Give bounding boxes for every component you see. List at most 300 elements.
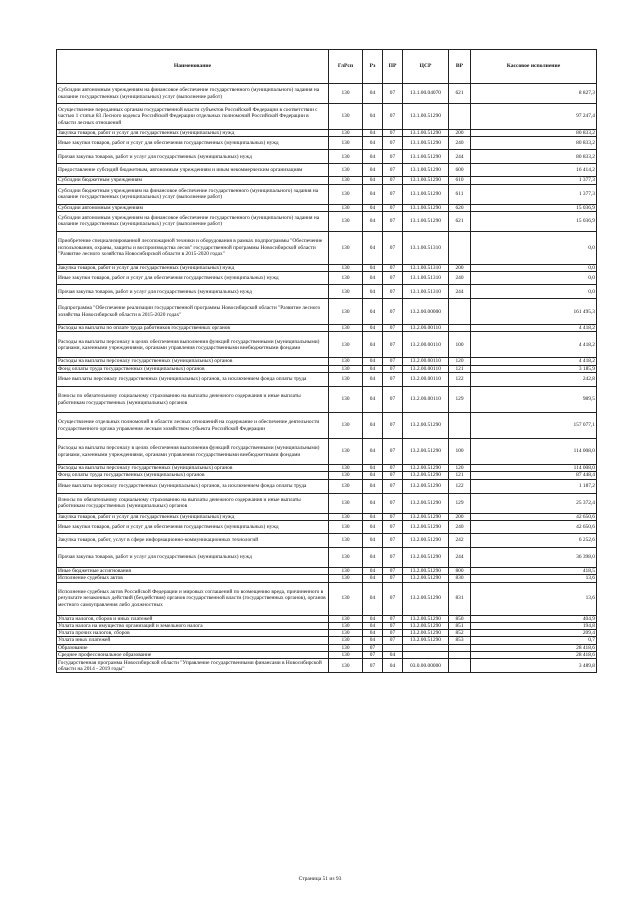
cell-vr: 621 — [449, 84, 471, 104]
cell-grs: 130 — [329, 358, 363, 365]
cell-amount: 418,5 — [471, 567, 597, 574]
cell-name: Уплата налогов, сборов и иных платежей — [57, 615, 329, 622]
cell-rz: 04 — [363, 493, 383, 513]
cell-pr: 07 — [383, 150, 403, 164]
cell-amount: 1 377,3 — [471, 184, 597, 204]
table-row — [57, 373, 597, 387]
document-page — [56, 49, 596, 673]
cell-amount: 989,5 — [471, 387, 597, 413]
cell-rz: 04 — [363, 439, 383, 465]
cell-name: Закупка товаров, работ и услуг для государственных (муниципальных) нужд — [57, 264, 329, 271]
cell-amount: 161 495,3 — [471, 299, 597, 325]
cell-name: Уплата прочих налогов, сборов — [57, 630, 329, 637]
cell-amount: 157 077,1 — [471, 413, 597, 439]
cell-grs: 130 — [329, 373, 363, 387]
cell-csr: 13.2.00.51290 — [403, 472, 449, 479]
cell-grs: 130 — [329, 479, 363, 493]
cell-rz: 04 — [363, 84, 383, 104]
cell-grs: 130 — [329, 472, 363, 479]
cell-rz: 04 — [363, 137, 383, 150]
cell-amount: 80 833,2 — [471, 130, 597, 137]
cell-rz: 04 — [363, 513, 383, 520]
cell-vr: 120 — [449, 358, 471, 365]
cell-name: Исполнение судебных актов Российской Федерации и мировых соглашений по возмещению вреда, причиненного в результате незаконных действий (бездействия) органов государственной власти (государственных органов), органов местного самоуправления либо должностных — [57, 582, 329, 615]
cell-grs: 130 — [329, 184, 363, 204]
table-row — [57, 325, 597, 332]
cell-vr: 240 — [449, 520, 471, 533]
cell-csr: 13.2.00.51290 — [403, 493, 449, 513]
cell-csr: 13.1.00.04070 — [403, 84, 449, 104]
cell-name: Фонд оплаты труда государственных (муниципальных) органов — [57, 365, 329, 372]
cell-grs: 130 — [329, 204, 363, 211]
header-pr: ПР — [383, 50, 403, 84]
cell-rz: 04 — [363, 533, 383, 547]
cell-pr: 07 — [383, 130, 403, 137]
cell-pr: 07 — [383, 231, 403, 264]
cell-amount: 97 247,4 — [471, 104, 597, 130]
header-rz: Рз — [363, 50, 383, 84]
budget-execution-table — [56, 49, 597, 673]
cell-rz: 04 — [363, 211, 383, 231]
cell-amount: 0,0 — [471, 264, 597, 271]
cell-pr: 07 — [383, 520, 403, 533]
cell-name: Образование — [57, 644, 329, 651]
cell-amount: 42 650,6 — [471, 520, 597, 533]
cell-pr: 07 — [383, 465, 403, 472]
cell-amount: 1 377,3 — [471, 177, 597, 184]
cell-amount: 114 008,0 — [471, 465, 597, 472]
table-row — [57, 622, 597, 629]
cell-rz: 04 — [363, 365, 383, 372]
table-row — [57, 264, 597, 271]
cell-csr: 13.1.00.51290 — [403, 177, 449, 184]
cell-csr: 13.1.00.51290 — [403, 164, 449, 177]
cell-rz: 07 — [363, 644, 383, 651]
cell-vr: 600 — [449, 164, 471, 177]
table-row — [57, 567, 597, 574]
header-name: Наименование — [57, 50, 329, 84]
cell-csr: 13.2.00.51290 — [403, 413, 449, 439]
cell-name: Иные закупки товаров, работ и услуг для обеспечения государственных (муниципальных) нужд — [57, 520, 329, 533]
cell-rz: 04 — [363, 272, 383, 285]
cell-amount: 4 418,2 — [471, 332, 597, 358]
cell-rz: 04 — [363, 472, 383, 479]
table-row — [57, 493, 597, 513]
cell-rz: 04 — [363, 387, 383, 413]
cell-csr: 13.2.00.51290 — [403, 630, 449, 637]
cell-rz: 04 — [363, 299, 383, 325]
cell-vr: 200 — [449, 264, 471, 271]
cell-amount: 114 008,0 — [471, 439, 597, 465]
cell-name: Прочая закупка товаров, работ и услуг для государственных (муниципальных) нужд — [57, 547, 329, 567]
cell-name: Подпрограмма "Обеспечение реализации государственной программы Новосибирской области "Развитие лесного хозяйства Новосибирской области в 2015-2020 годах" — [57, 299, 329, 325]
cell-name: Иные закупки товаров, работ и услуг для обеспечения государственных (муниципальных) нужд — [57, 272, 329, 285]
cell-vr — [449, 413, 471, 439]
cell-name: Фонд оплаты труда государственных (муниципальных) органов — [57, 472, 329, 479]
cell-amount: 4 418,2 — [471, 325, 597, 332]
table-row — [57, 644, 597, 651]
cell-csr: 13.2.00.51290 — [403, 533, 449, 547]
cell-pr: 07 — [383, 264, 403, 271]
table-row — [57, 615, 597, 622]
cell-vr — [449, 299, 471, 325]
cell-pr: 07 — [383, 547, 403, 567]
cell-csr: 13.1.00.51310 — [403, 272, 449, 285]
cell-csr: 13.2.00.00110 — [403, 387, 449, 413]
cell-name: Приобретение специализированной лесопожарной техники и оборудования в рамках подпрограммы "Обеспечение использования, охраны, защиты и воспроизводства лесов" государственной программы Новосибирской области "Развитие лесного хозяйства Новосибирской области в 2015-2020 годах" — [57, 231, 329, 264]
cell-grs: 130 — [329, 325, 363, 332]
cell-pr: 07 — [383, 637, 403, 644]
cell-csr: 13.2.00.51290 — [403, 637, 449, 644]
cell-vr: 200 — [449, 513, 471, 520]
cell-rz: 04 — [363, 264, 383, 271]
cell-name: Расходы на выплаты персоналу в целях обеспечения выполнения функций государственными (муниципальными) органами, казенными учреждениями, органами управления государственными внебюджетными фондами — [57, 332, 329, 358]
cell-rz: 04 — [363, 615, 383, 622]
cell-rz: 07 — [363, 659, 383, 673]
cell-grs: 130 — [329, 637, 363, 644]
cell-csr: 13.2.00.51290 — [403, 622, 449, 629]
table-row — [57, 439, 597, 465]
cell-vr — [449, 652, 471, 659]
cell-pr: 07 — [383, 137, 403, 150]
cell-grs: 130 — [329, 150, 363, 164]
table-row — [57, 231, 597, 264]
cell-csr: 13.1.00.51290 — [403, 150, 449, 164]
cell-csr: 13.1.00.51290 — [403, 204, 449, 211]
cell-csr: 13.2.00.51290 — [403, 520, 449, 533]
cell-amount: 0,0 — [471, 272, 597, 285]
cell-name: Среднее профессиональное образование — [57, 652, 329, 659]
cell-amount: 6 252,6 — [471, 533, 597, 547]
cell-rz: 04 — [363, 567, 383, 574]
cell-vr: 129 — [449, 387, 471, 413]
cell-pr: 07 — [383, 439, 403, 465]
cell-name: Субсидии автономным учреждениям — [57, 204, 329, 211]
cell-pr: 07 — [383, 615, 403, 622]
cell-name: Субсидии автономным учреждениям на финансовое обеспечение государственного (муниципального) задания на оказание государственных (муниципальных) услуг (выполнение работ) — [57, 84, 329, 104]
cell-vr: 621 — [449, 211, 471, 231]
cell-pr: 04 — [383, 652, 403, 659]
cell-amount: 36 398,0 — [471, 547, 597, 567]
cell-vr: 850 — [449, 615, 471, 622]
cell-pr: 07 — [383, 630, 403, 637]
cell-csr: 13.2.00.51290 — [403, 547, 449, 567]
table-row — [57, 150, 597, 164]
cell-csr: 13.2.00.00110 — [403, 332, 449, 358]
table-row — [57, 299, 597, 325]
cell-pr: 07 — [383, 567, 403, 574]
cell-rz: 04 — [363, 575, 383, 582]
cell-vr: 100 — [449, 439, 471, 465]
table-row — [57, 84, 597, 104]
cell-grs: 130 — [329, 387, 363, 413]
cell-grs: 130 — [329, 365, 363, 372]
cell-pr: 07 — [383, 387, 403, 413]
cell-rz: 04 — [363, 373, 383, 387]
cell-pr: 07 — [383, 582, 403, 615]
cell-csr: 13.2.00.00110 — [403, 373, 449, 387]
cell-amount: 87 448,4 — [471, 472, 597, 479]
cell-rz: 04 — [363, 204, 383, 211]
cell-amount: 242,8 — [471, 373, 597, 387]
cell-grs: 130 — [329, 104, 363, 130]
cell-vr — [449, 325, 471, 332]
cell-pr: 07 — [383, 272, 403, 285]
cell-vr: 120 — [449, 465, 471, 472]
cell-name: Субсидии бюджетным учреждениям на финансовое обеспечение государственного (муниципального) задания на оказание государственных (муниципальных) услуг (выполнение работ) — [57, 184, 329, 204]
cell-vr: 129 — [449, 493, 471, 513]
cell-amount: 15 036,9 — [471, 211, 597, 231]
table-header-row — [57, 50, 597, 84]
page-number: Страница 51 из 93 — [298, 876, 342, 882]
cell-csr: 13.2.00.00000 — [403, 299, 449, 325]
table-row — [57, 413, 597, 439]
cell-name: Исполнение судебных актов — [57, 575, 329, 582]
cell-grs: 130 — [329, 567, 363, 574]
cell-amount: 0,0 — [471, 231, 597, 264]
cell-csr: 13.1.00.51310 — [403, 285, 449, 299]
table-row — [57, 184, 597, 204]
cell-pr: 07 — [383, 513, 403, 520]
cell-amount: 13,6 — [471, 582, 597, 615]
cell-csr: 13.2.00.51290 — [403, 513, 449, 520]
cell-vr: 121 — [449, 365, 471, 372]
cell-pr: 07 — [383, 211, 403, 231]
cell-csr: 13.1.00.51290 — [403, 104, 449, 130]
cell-vr: 800 — [449, 567, 471, 574]
cell-csr: 13.1.00.51290 — [403, 184, 449, 204]
cell-rz: 04 — [363, 637, 383, 644]
cell-csr: 13.2.00.51290 — [403, 582, 449, 615]
cell-name: Иные выплаты персоналу государственных (муниципальных) органов, за исключением фонда оплаты труда — [57, 373, 329, 387]
table-row — [57, 358, 597, 365]
table-row — [57, 575, 597, 582]
cell-rz: 04 — [363, 413, 383, 439]
cell-pr: 07 — [383, 299, 403, 325]
cell-pr: 07 — [383, 533, 403, 547]
cell-name: Прочая закупка товаров, работ и услуг для государственных (муниципальных) нужд — [57, 285, 329, 299]
cell-csr: 13.1.00.51310 — [403, 264, 449, 271]
table-body — [57, 84, 597, 673]
cell-amount: 194,8 — [471, 622, 597, 629]
cell-pr: 07 — [383, 575, 403, 582]
table-row — [57, 104, 597, 130]
cell-grs: 130 — [329, 582, 363, 615]
cell-grs: 130 — [329, 513, 363, 520]
cell-name: Закупка товаров, работ и услуг для государственных (муниципальных) нужд — [57, 130, 329, 137]
cell-csr: 13.2.00.51290 — [403, 479, 449, 493]
cell-vr: 122 — [449, 479, 471, 493]
cell-rz: 04 — [363, 104, 383, 130]
cell-csr — [403, 652, 449, 659]
cell-grs: 130 — [329, 630, 363, 637]
cell-vr — [449, 231, 471, 264]
cell-rz: 04 — [363, 332, 383, 358]
table-row — [57, 130, 597, 137]
table-row — [57, 472, 597, 479]
cell-pr: 07 — [383, 285, 403, 299]
cell-amount: 80 833,2 — [471, 137, 597, 150]
cell-pr: 07 — [383, 84, 403, 104]
cell-grs: 130 — [329, 520, 363, 533]
cell-amount: 13,6 — [471, 575, 597, 582]
cell-grs: 130 — [329, 211, 363, 231]
cell-grs: 130 — [329, 285, 363, 299]
cell-pr: 07 — [383, 104, 403, 130]
cell-vr: 244 — [449, 547, 471, 567]
cell-name: Расходы на выплаты персоналу в целях обеспечения выполнения функций государственными (муниципальными) органами, казенными учреждениями, органами управления государственными внебюджетными фондами — [57, 439, 329, 465]
cell-csr: 13.2.00.51290 — [403, 567, 449, 574]
cell-pr: 07 — [383, 493, 403, 513]
cell-amount: 404,9 — [471, 615, 597, 622]
table-row — [57, 479, 597, 493]
cell-grs: 130 — [329, 264, 363, 271]
cell-vr: 853 — [449, 637, 471, 644]
cell-pr: 07 — [383, 622, 403, 629]
header-vr: ВР — [449, 50, 471, 84]
cell-csr: 13.1.00.51290 — [403, 137, 449, 150]
cell-amount: 0,0 — [471, 285, 597, 299]
cell-rz: 04 — [363, 358, 383, 365]
cell-pr: 07 — [383, 365, 403, 372]
cell-csr: 13.2.00.00110 — [403, 325, 449, 332]
table-row — [57, 204, 597, 211]
cell-rz: 04 — [363, 465, 383, 472]
cell-grs: 130 — [329, 137, 363, 150]
cell-grs: 130 — [329, 413, 363, 439]
cell-vr: 122 — [449, 373, 471, 387]
cell-amount: 15 036,9 — [471, 204, 597, 211]
header-amount: Кассовое исполнение — [471, 50, 597, 84]
cell-pr: 04 — [383, 659, 403, 673]
cell-name: Прочая закупка товаров, работ и услуг для государственных (муниципальных) нужд — [57, 150, 329, 164]
cell-grs: 130 — [329, 547, 363, 567]
table-row — [57, 211, 597, 231]
table-row — [57, 177, 597, 184]
table-row — [57, 637, 597, 644]
cell-grs: 130 — [329, 231, 363, 264]
cell-grs: 130 — [329, 332, 363, 358]
cell-name: Государственная программа Новосибирской области "Управление государственными финансами в Новосибирской области на 2014 - 2019 годы" — [57, 659, 329, 673]
cell-csr: 13.2.00.51290 — [403, 465, 449, 472]
cell-rz: 04 — [363, 582, 383, 615]
cell-vr: 240 — [449, 272, 471, 285]
table-row — [57, 533, 597, 547]
cell-rz: 04 — [363, 231, 383, 264]
cell-amount: 16 414,2 — [471, 164, 597, 177]
header-grs: ГлРсп — [329, 50, 363, 84]
cell-pr: 07 — [383, 373, 403, 387]
cell-csr: 13.2.00.51290 — [403, 575, 449, 582]
cell-pr: 07 — [383, 325, 403, 332]
cell-amount: 28 418,6 — [471, 644, 597, 651]
cell-csr: 13.1.00.51290 — [403, 211, 449, 231]
cell-name: Иные выплаты персоналу государственных (муниципальных) органов, за исключением фонда оплаты труда — [57, 479, 329, 493]
cell-rz: 04 — [363, 479, 383, 493]
table-row — [57, 547, 597, 567]
cell-name: Уплата налога на имущество организаций и земельного налога — [57, 622, 329, 629]
cell-csr: 03.0.00.00000 — [403, 659, 449, 673]
table-row — [57, 465, 597, 472]
table-row — [57, 365, 597, 372]
cell-csr: 13.2.00.00110 — [403, 365, 449, 372]
cell-pr: 07 — [383, 164, 403, 177]
cell-rz: 04 — [363, 520, 383, 533]
cell-name: Предоставление субсидий бюджетным, автономным учреждениям и иным некоммерческим организациям — [57, 164, 329, 177]
cell-name: Осуществление переданных органам государственной власти субъектов Российской Федерации в соответствии с частью 1 статьи 83 Лесного кодекса Российской Федерации отдельных полномочий Российской Федерации в области лесных отношений — [57, 104, 329, 130]
table-row — [57, 137, 597, 150]
cell-grs: 130 — [329, 533, 363, 547]
cell-name: Иные бюджетные ассигнования — [57, 567, 329, 574]
cell-pr — [383, 644, 403, 651]
cell-name: Осуществление отдельных полномочий в области лесных отношений на содержание и обеспечение деятельности государственного органа управления лесным хозяйством субъекта Российской Федерации — [57, 413, 329, 439]
cell-csr: 13.2.00.00110 — [403, 358, 449, 365]
cell-amount: 0,7 — [471, 637, 597, 644]
cell-vr — [449, 644, 471, 651]
cell-vr: 611 — [449, 184, 471, 204]
cell-rz: 04 — [363, 630, 383, 637]
cell-grs: 130 — [329, 465, 363, 472]
cell-pr: 07 — [383, 204, 403, 211]
cell-grs: 130 — [329, 299, 363, 325]
cell-name: Уплата иных платежей — [57, 637, 329, 644]
cell-pr: 07 — [383, 472, 403, 479]
cell-amount: 1 187,2 — [471, 479, 597, 493]
cell-name: Субсидии бюджетным учреждениям — [57, 177, 329, 184]
cell-vr — [449, 659, 471, 673]
cell-vr: 620 — [449, 204, 471, 211]
cell-grs: 130 — [329, 439, 363, 465]
cell-pr: 07 — [383, 358, 403, 365]
cell-pr: 07 — [383, 332, 403, 358]
cell-vr: 100 — [449, 332, 471, 358]
table-row — [57, 513, 597, 520]
table-row — [57, 387, 597, 413]
cell-pr: 07 — [383, 413, 403, 439]
cell-amount: 4 418,2 — [471, 358, 597, 365]
cell-grs: 130 — [329, 84, 363, 104]
cell-grs: 130 — [329, 652, 363, 659]
table-row — [57, 520, 597, 533]
cell-rz: 04 — [363, 184, 383, 204]
table-row — [57, 272, 597, 285]
cell-vr: 852 — [449, 630, 471, 637]
cell-grs: 130 — [329, 615, 363, 622]
cell-csr: 13.1.00.51310 — [403, 231, 449, 264]
cell-grs: 130 — [329, 575, 363, 582]
cell-vr: 831 — [449, 582, 471, 615]
cell-amount: 3 489,8 — [471, 659, 597, 673]
cell-vr: 851 — [449, 622, 471, 629]
cell-amount: 25 372,4 — [471, 493, 597, 513]
cell-vr: 121 — [449, 472, 471, 479]
table-row — [57, 285, 597, 299]
cell-name: Расходы на выплаты персоналу государственных (муниципальных) органов — [57, 465, 329, 472]
cell-csr: 13.2.00.51290 — [403, 439, 449, 465]
cell-rz: 04 — [363, 547, 383, 567]
table-row — [57, 652, 597, 659]
cell-grs: 130 — [329, 130, 363, 137]
table-row — [57, 630, 597, 637]
cell-vr: 242 — [449, 533, 471, 547]
cell-rz: 04 — [363, 177, 383, 184]
table-row — [57, 659, 597, 673]
cell-vr — [449, 104, 471, 130]
cell-vr: 240 — [449, 137, 471, 150]
cell-grs: 130 — [329, 164, 363, 177]
cell-rz: 04 — [363, 164, 383, 177]
cell-amount: 42 650,6 — [471, 513, 597, 520]
